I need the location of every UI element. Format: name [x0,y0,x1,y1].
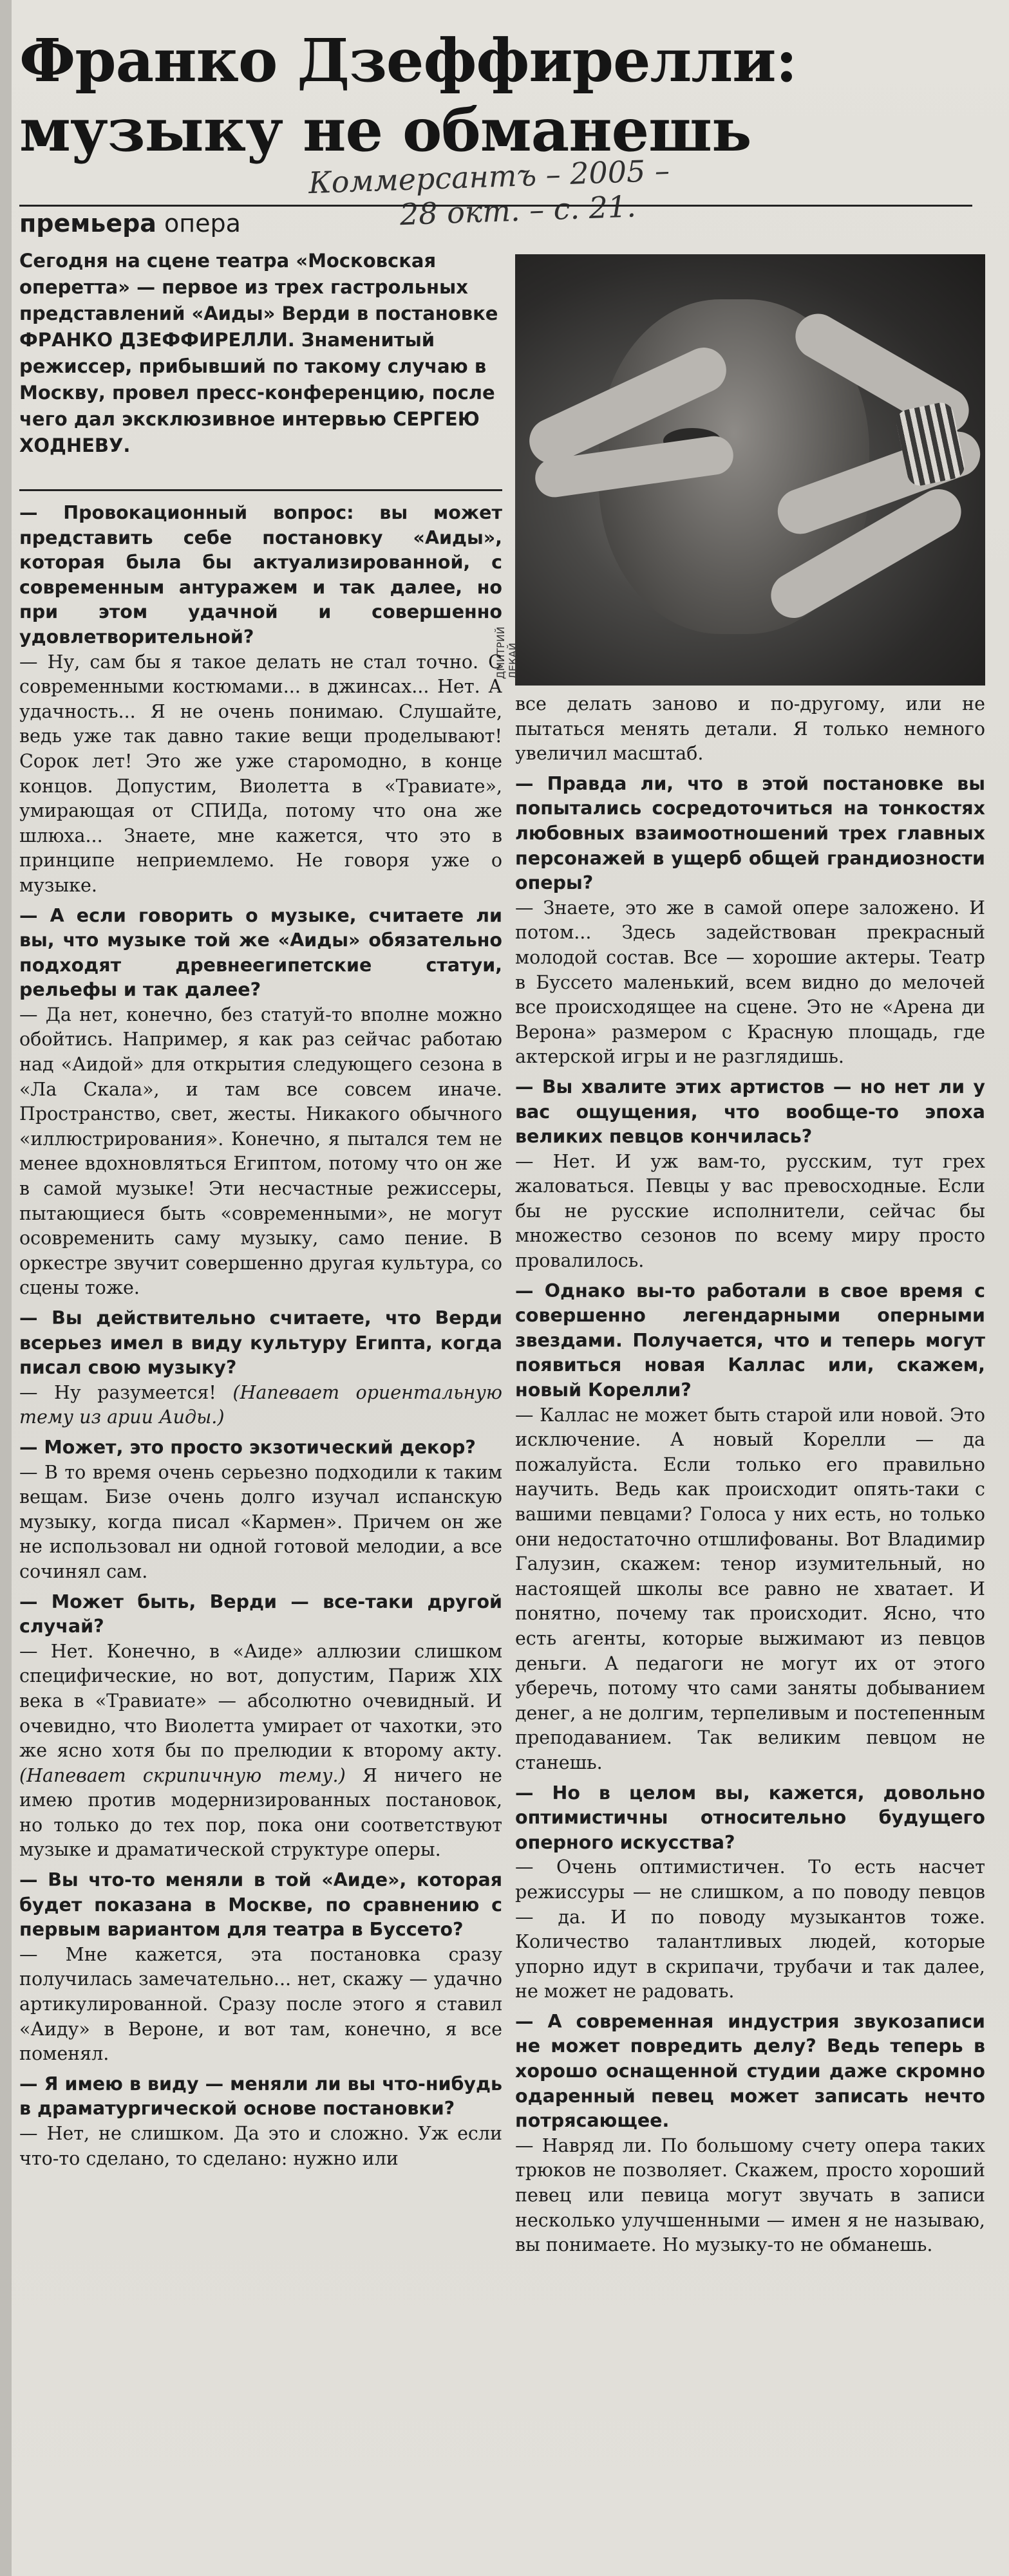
interview-answer [515,896,985,1070]
answer-text: — Навряд ли. По большому счету опера таких трюков не позволяет. Скажем, просто хороший певец или певица могут звучать в записи несколько улучшенными — имен я не называю, вы понимаете. Но музыку-то не обманешь. [515,2134,985,2256]
interview-question: — Вы хвалите этих артистов — но нет ли у вас ощущения, что вообще-то эпоха великих певцов кончилась? [515,1076,985,1148]
interview-answer [19,1639,502,1863]
answer-text: — Нет, не слишком. Да это и сложно. Уж если что-то сделано, то сделано: нужно или [19,2123,502,2169]
handwritten-line-1: Коммерсантъ – 2005 – [308,153,670,201]
interview-question: — Вы что-то меняли в той «Аиде», которая будет показана в Москве, по сравнению с первым вариантом для театра в Буссето? [19,1869,502,1941]
stage-note: (Напевает скрипичную тему.) [19,1764,346,1786]
lead-divider [19,489,502,491]
answer-text: — Ну, сам бы я такое делать не стал точно. С современными костюмами... в джинсах... Нет. А удачность... Я не очень понимаю. Слушайте, ведь уже так давно такие вещи проделывают! Сорок лет! Это же уже старомодно, в конце концов. Допустим, Виолетта в «Травиате», умирающая от СПИДа, потому что она же шлюха... Знаете, мне кажется, что это в принципе неприемлемо. Не говоря уже о музыке. [19,651,502,896]
article-headline: Франко Дзеффирелли: музыку не обманешь [19,26,797,165]
interview-question: — Вы действительно считаете, что Верди всерьез имел в виду культуру Египта, когда писал свою музыку? [19,1307,502,1379]
answer-text: — Знаете, это же в самой опере заложено. И потом... Здесь задействован прекрасный молодой состав. Все — хорошие актеры. Театр в Буссето маленький, всем видно до мелочей все происходящее на сцене. Это не «Арена ди Верона» размером с Красную площадь, где актерской игры и не разглядишь. [515,897,985,1068]
interview-answer [515,1855,985,2004]
interview-answer [19,2122,502,2171]
answer-text: все делать заново и по-другому, или не пытаться менять детали. Я только немного увеличил масштаб. [515,693,985,765]
article-lead: Сегодня на сцене театра «Московская оперетта» — первое из трех гастрольных представлений «Аиды» Верди в постановке ФРАНКО ДЗЕФФИРЕЛЛИ. Знаменитый режиссер, прибывший по такому случаю в Москву, провел пресс-конференцию, после чего дал эксклюзивное интервью СЕРГЕЮ ХОДНЕВУ. [19,250,498,456]
interview-answer [19,1461,502,1585]
interview-answer [19,1943,502,2067]
answer-text: — Очень оптимистичен. То есть насчет режиссуры — не слишком, а по поводу певцов — да. И по поводу музыкантов тоже. Количество талантливых людей, которые упорно идут в скрипачи, трубачи и так далее, не может не радовать. [515,1856,985,2002]
scan-edge [0,0,12,2576]
interview-question: — Однако вы-то работали в свое время с совершенно легендарными оперными звездами. Получается, что и теперь могут появиться новая Каллас или, скажем, новый Корелли? [515,1280,985,1401]
section-rubric [19,205,972,237]
interview-question: — Я имею в виду — меняли ли вы что-нибудь в драматургической основе постановки? [19,2073,502,2120]
interview-answer [19,1003,502,1301]
interview-answer [19,650,502,899]
rubric-category: опера [164,209,241,238]
interview-question: — Правда ли, что в этой постановке вы попытались сосредоточиться на тонкостях любовных взаимоотношений трех главных персонажей в ущерб общей грандиозности оперы? [515,772,985,894]
interview-answer [515,1403,985,1776]
left-column [19,496,502,2172]
interview-question: — Но в целом вы, кажется, довольно оптимистичны относительно будущего оперного искусства? [515,1782,985,1853]
answer-text-continued: Я ничего не имею против модернизированных постановок, но только до тех пор, пока они соответствуют музыке и драматической структуре оперы. [19,1764,502,1861]
interview-answer [515,2134,985,2258]
stage-note: (Напевает ориентальную тему из арии Аиды.) [19,1381,503,1428]
interview-question: — Может, это просто экзотический декор? [19,1436,476,1458]
interview-answer [19,1381,502,1430]
right-column [515,692,985,2259]
interview-answer [515,1150,985,1274]
answer-text: — Каллас не может быть старой или новой. Это исключение. А новый Корелли — да пожалуйста. Если только его правильно научить. Ведь как происходит опять-таки с вашими певцами? Голоса у них есть, но только они недостаточно отшлифованы. Вот Владимир Галузин, скажем: тенор изумительный, но настоящей школы все равно не хватает. И понятно, почему так происходит. Ясно, что есть агенты, которые выжимают из певцов деньги. А педагоги не могут их от этого уберечь, потому что сами заняты добыванием денег, а не долгим, терпеливым и постепенным преподаванием. Так великим певцом не станешь. [515,1404,985,1773]
photo-credit: ДМИТРИЙ ЛЕКАЙ [495,626,519,679]
rubric-label: премьера [19,209,156,238]
answer-text: — Мне кажется, эта постановка сразу получилась замечательно... нет, скажу — удачно артикулированной. Сразу после этого я ставил «Аиду» в Вероне, и вот там, конечно, я все поменял. [19,1943,502,2065]
answer-text: — Да нет, конечно, без статуй-то вполне можно обойтись. Например, я как раз сейчас работаю над «Аидой» для открытия следующего сезона в «Ла Скала», и там все совсем иначе. Пространство, свет, жесты. Никакого обычного «иллюстрирования». Конечно, я пытался тем не менее вдохновляться Египтом, потому что он же в самой музыке! Эти несчастные режиссеры, пытающиеся быть «современными», не могут осовременить саму музыку, само пение. В оркестре звучит совершенно другая культура, со сцены тоже. [19,1003,502,1299]
portrait-photo [515,254,985,686]
handwritten-line-2: 28 окт. – с. 21. [399,189,637,232]
interview-question: — А если говорить о музыке, считаете ли вы, что музыке той же «Аиды» обязательно подходят древнеегипетские статуи, рельефы и так далее? [19,904,502,1001]
interview-answer [515,692,985,767]
answer-text: — Ну разумеется! [19,1381,216,1403]
answer-text: — Нет. И уж вам-то, русским, тут грех жаловаться. Певцы у вас превосходные. Если бы не русские исполнители, сейчас бы множество сезонов по всему миру просто провалилось. [515,1150,985,1272]
interview-question: — Может быть, Верди — все-таки другой случай? [19,1591,502,1638]
answer-text: — Нет. Конечно, в «Аиде» аллюзии слишком специфические, но вот, допустим, Париж XIX века в «Травиате» — абсолютно очевидный. И очевидно, что Виолетта умирает от чахотки, это же ясно хотя бы по прелюдии к второму акту. [19,1640,502,1762]
interview-question: — А современная индустрия звукозаписи не может повредить делу? Ведь теперь в хорошо оснащенной студии даже скромно одаренный певец может записать нечто потрясающее. [515,2010,985,2132]
answer-text: — В то время очень серьезно подходили к таким вещам. Бизе очень долго изучал испанскую музыку, когда писал «Кармен». Причем он же не использовал ни одной готовой мелодии, а все сочинял сам. [19,1461,502,1582]
interview-question: — Провокационный вопрос: вы может представить себе постановку «Аиды», которая была бы актуализированной, с современным антуражем и так далее, но при этом удачной и совершенно удовлетворительной? [19,502,502,648]
